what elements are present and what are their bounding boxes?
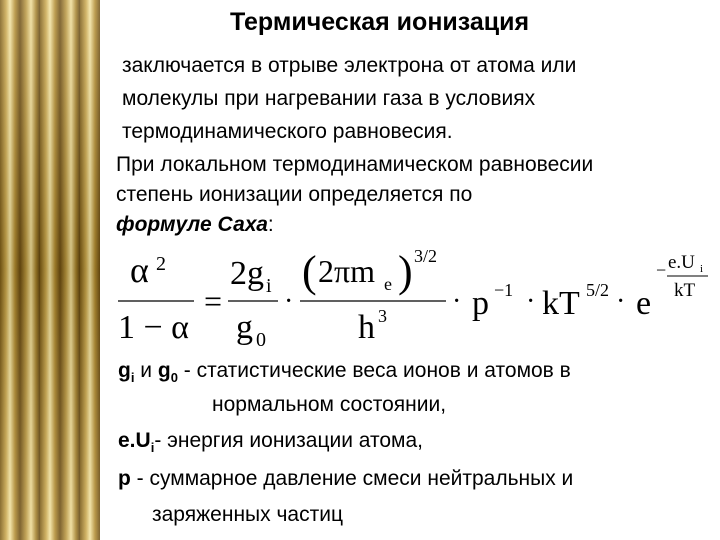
def-g-line-1 — [118, 360, 571, 384]
decorative-border-shine — [0, 0, 100, 540]
formula-2g: 2g — [230, 255, 264, 292]
intro-line-1: заключается в отрыве электрона от атома или — [122, 54, 577, 77]
def-g-line-2: нормальном состоянии, — [212, 393, 447, 416]
def-eu-line — [118, 430, 423, 454]
saha-formula — [116, 240, 716, 355]
formula-rparen: ) — [398, 247, 413, 296]
formula-kT-exp: 5/2 — [586, 280, 610, 300]
page-title: Термическая ионизация — [230, 8, 530, 36]
formula-exp-minus: − — [656, 260, 667, 280]
formula-lparen: ( — [302, 247, 317, 296]
formula-g0-sub: 0 — [256, 329, 266, 351]
formula-h: h — [358, 309, 375, 346]
formula-equals: = — [204, 283, 223, 319]
def-eu-sub: i — [150, 440, 155, 456]
formula-g0: g — [236, 309, 253, 346]
saha-line-3 — [116, 214, 274, 235]
def-g0-label: g — [157, 359, 171, 382]
intro-line-3: термодинамического равновесия. — [122, 120, 453, 143]
def-eu-label: e.U — [118, 429, 151, 452]
def-p-line-1 — [118, 468, 573, 489]
formula-alpha-exp: 2 — [156, 253, 166, 275]
def-gi-sub: i — [130, 370, 135, 386]
formula-kT: kT — [542, 285, 580, 322]
formula-eU-sub: i — [700, 263, 704, 275]
formula-dot-4: · — [616, 286, 626, 317]
formula-dot-2: · — [452, 286, 462, 317]
intro-line-2: молекулы при нагревании газа в условиях — [122, 87, 536, 110]
formula-one-minus-alpha: 1 − α — [118, 309, 189, 346]
formula-h-exp: 3 — [378, 306, 387, 326]
formula-p: p — [472, 285, 489, 322]
formula-eU: e.U — [668, 252, 695, 273]
formula-alpha: α — [130, 250, 149, 290]
def-g0-sub: 0 — [170, 370, 178, 386]
def-eu-text: - энергия ионизации атома, — [154, 429, 424, 452]
saha-line-2: степень ионизации определяется по — [116, 183, 473, 206]
formula-exp-32: 3/2 — [414, 246, 438, 266]
formula-dot-1: · — [284, 286, 294, 317]
def-and: и — [134, 359, 158, 382]
formula-gi-sub: i — [266, 275, 272, 297]
saha-colon: : — [267, 213, 274, 236]
formula-p-exp: −1 — [494, 280, 514, 300]
formula-kT-den: kT — [674, 280, 696, 301]
def-p-text: - суммарное давление смеси нейтральных и — [130, 467, 574, 490]
saha-line-1: При локальном термодинамическом равновесии — [116, 153, 594, 176]
def-p-line-2: заряженных частиц — [152, 503, 343, 526]
formula-2pime: 2πm — [318, 253, 376, 289]
saha-formula-name: формуле Саха — [116, 213, 268, 236]
formula-dot-3: · — [526, 286, 536, 317]
formula-me-sub: e — [384, 274, 392, 294]
def-p-label: p — [118, 467, 131, 490]
def-gi-label: g — [118, 359, 131, 382]
def-g-text: - статистические веса ионов и атомов в — [177, 359, 571, 382]
formula-e: e — [636, 285, 652, 322]
